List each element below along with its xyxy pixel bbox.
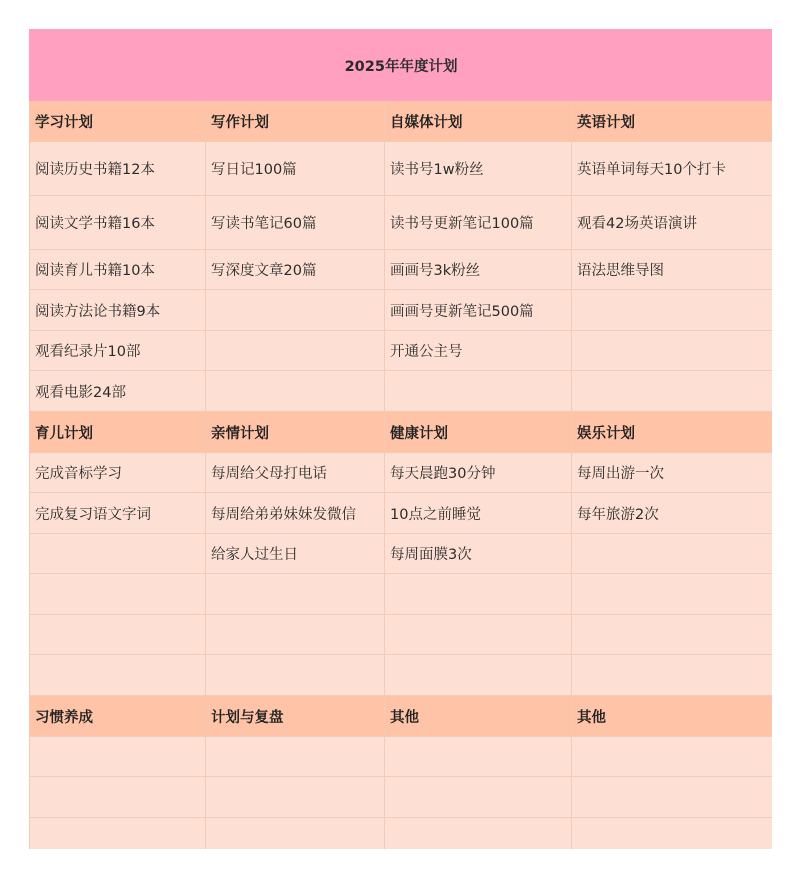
table-cell[interactable] bbox=[572, 655, 773, 696]
section-header-habits[interactable]: 习惯养成 bbox=[30, 696, 206, 737]
table-cell[interactable]: 每周给父母打电话 bbox=[206, 453, 385, 493]
table-cell[interactable] bbox=[572, 290, 773, 331]
table-cell[interactable] bbox=[385, 574, 572, 615]
section-header-parenting[interactable]: 育儿计划 bbox=[30, 412, 206, 453]
table-cell[interactable]: 读书号更新笔记100篇 bbox=[385, 196, 572, 250]
table-cell[interactable] bbox=[206, 331, 385, 371]
table-cell[interactable]: 10点之前睡觉 bbox=[385, 493, 572, 534]
table-cell[interactable]: 观看电影24部 bbox=[30, 371, 206, 412]
table-cell[interactable] bbox=[206, 290, 385, 331]
table-cell[interactable] bbox=[30, 737, 206, 777]
table-cell[interactable]: 读书号1w粉丝 bbox=[385, 142, 572, 196]
table-cell[interactable] bbox=[385, 615, 572, 655]
table-cell[interactable] bbox=[572, 737, 773, 777]
table-cell[interactable] bbox=[572, 331, 773, 371]
table-cell[interactable] bbox=[206, 737, 385, 777]
table-cell[interactable] bbox=[572, 615, 773, 655]
table-cell[interactable]: 完成复习语文字词 bbox=[30, 493, 206, 534]
table-cell[interactable]: 英语单词每天10个打卡 bbox=[572, 142, 773, 196]
section-header-leisure[interactable]: 娱乐计划 bbox=[572, 412, 773, 453]
table-cell[interactable]: 每天晨跑30分钟 bbox=[385, 453, 572, 493]
section-header-english[interactable]: 英语计划 bbox=[572, 101, 773, 142]
table-cell[interactable] bbox=[30, 574, 206, 615]
table-cell[interactable] bbox=[385, 777, 572, 818]
table-cell[interactable]: 写日记100篇 bbox=[206, 142, 385, 196]
section-header-review[interactable]: 计划与复盘 bbox=[206, 696, 385, 737]
table-cell[interactable] bbox=[30, 818, 206, 850]
section-header-study[interactable]: 学习计划 bbox=[30, 101, 206, 142]
table-cell[interactable] bbox=[206, 615, 385, 655]
section-header-writing[interactable]: 写作计划 bbox=[206, 101, 385, 142]
annual-plan-table bbox=[29, 29, 772, 849]
table-cell[interactable]: 阅读历史书籍12本 bbox=[30, 142, 206, 196]
table-cell[interactable] bbox=[206, 371, 385, 412]
table-cell[interactable]: 画画号3k粉丝 bbox=[385, 250, 572, 290]
table-cell[interactable]: 每年旅游2次 bbox=[572, 493, 773, 534]
table-cell[interactable] bbox=[572, 574, 773, 615]
table-cell[interactable] bbox=[572, 371, 773, 412]
table-cell[interactable]: 写读书笔记60篇 bbox=[206, 196, 385, 250]
section-header-other-2[interactable]: 其他 bbox=[572, 696, 773, 737]
table-cell[interactable] bbox=[385, 818, 572, 850]
section-header-other-1[interactable]: 其他 bbox=[385, 696, 572, 737]
section-header-media[interactable]: 自媒体计划 bbox=[385, 101, 572, 142]
table-cell[interactable]: 阅读方法论书籍9本 bbox=[30, 290, 206, 331]
section-header-family[interactable]: 亲情计划 bbox=[206, 412, 385, 453]
table-cell[interactable] bbox=[206, 818, 385, 850]
table-cell[interactable]: 每周面膜3次 bbox=[385, 534, 572, 574]
table-cell[interactable] bbox=[30, 534, 206, 574]
table-cell[interactable]: 阅读文学书籍16本 bbox=[30, 196, 206, 250]
table-cell[interactable]: 观看42场英语演讲 bbox=[572, 196, 773, 250]
table-cell[interactable]: 写深度文章20篇 bbox=[206, 250, 385, 290]
table-cell[interactable] bbox=[385, 655, 572, 696]
table-cell[interactable]: 阅读育儿书籍10本 bbox=[30, 250, 206, 290]
table-cell[interactable]: 开通公主号 bbox=[385, 331, 572, 371]
table-cell[interactable] bbox=[206, 574, 385, 615]
table-cell[interactable] bbox=[30, 615, 206, 655]
table-cell[interactable]: 观看纪录片10部 bbox=[30, 331, 206, 371]
table-cell[interactable]: 画画号更新笔记500篇 bbox=[385, 290, 572, 331]
table-cell[interactable]: 每周给弟弟妹妹发微信 bbox=[206, 493, 385, 534]
page-title[interactable]: 2025年年度计划 bbox=[30, 30, 773, 101]
table-cell[interactable] bbox=[30, 655, 206, 696]
plan-sheet bbox=[29, 29, 772, 849]
table-cell[interactable] bbox=[385, 737, 572, 777]
table-cell[interactable] bbox=[30, 777, 206, 818]
table-cell[interactable] bbox=[572, 777, 773, 818]
table-cell[interactable] bbox=[572, 818, 773, 850]
table-cell[interactable] bbox=[572, 534, 773, 574]
section-header-health[interactable]: 健康计划 bbox=[385, 412, 572, 453]
table-cell[interactable]: 语法思维导图 bbox=[572, 250, 773, 290]
table-cell[interactable] bbox=[206, 777, 385, 818]
table-cell[interactable]: 给家人过生日 bbox=[206, 534, 385, 574]
table-cell[interactable] bbox=[206, 655, 385, 696]
table-cell[interactable]: 完成音标学习 bbox=[30, 453, 206, 493]
table-cell[interactable] bbox=[385, 371, 572, 412]
table-cell[interactable]: 每周出游一次 bbox=[572, 453, 773, 493]
